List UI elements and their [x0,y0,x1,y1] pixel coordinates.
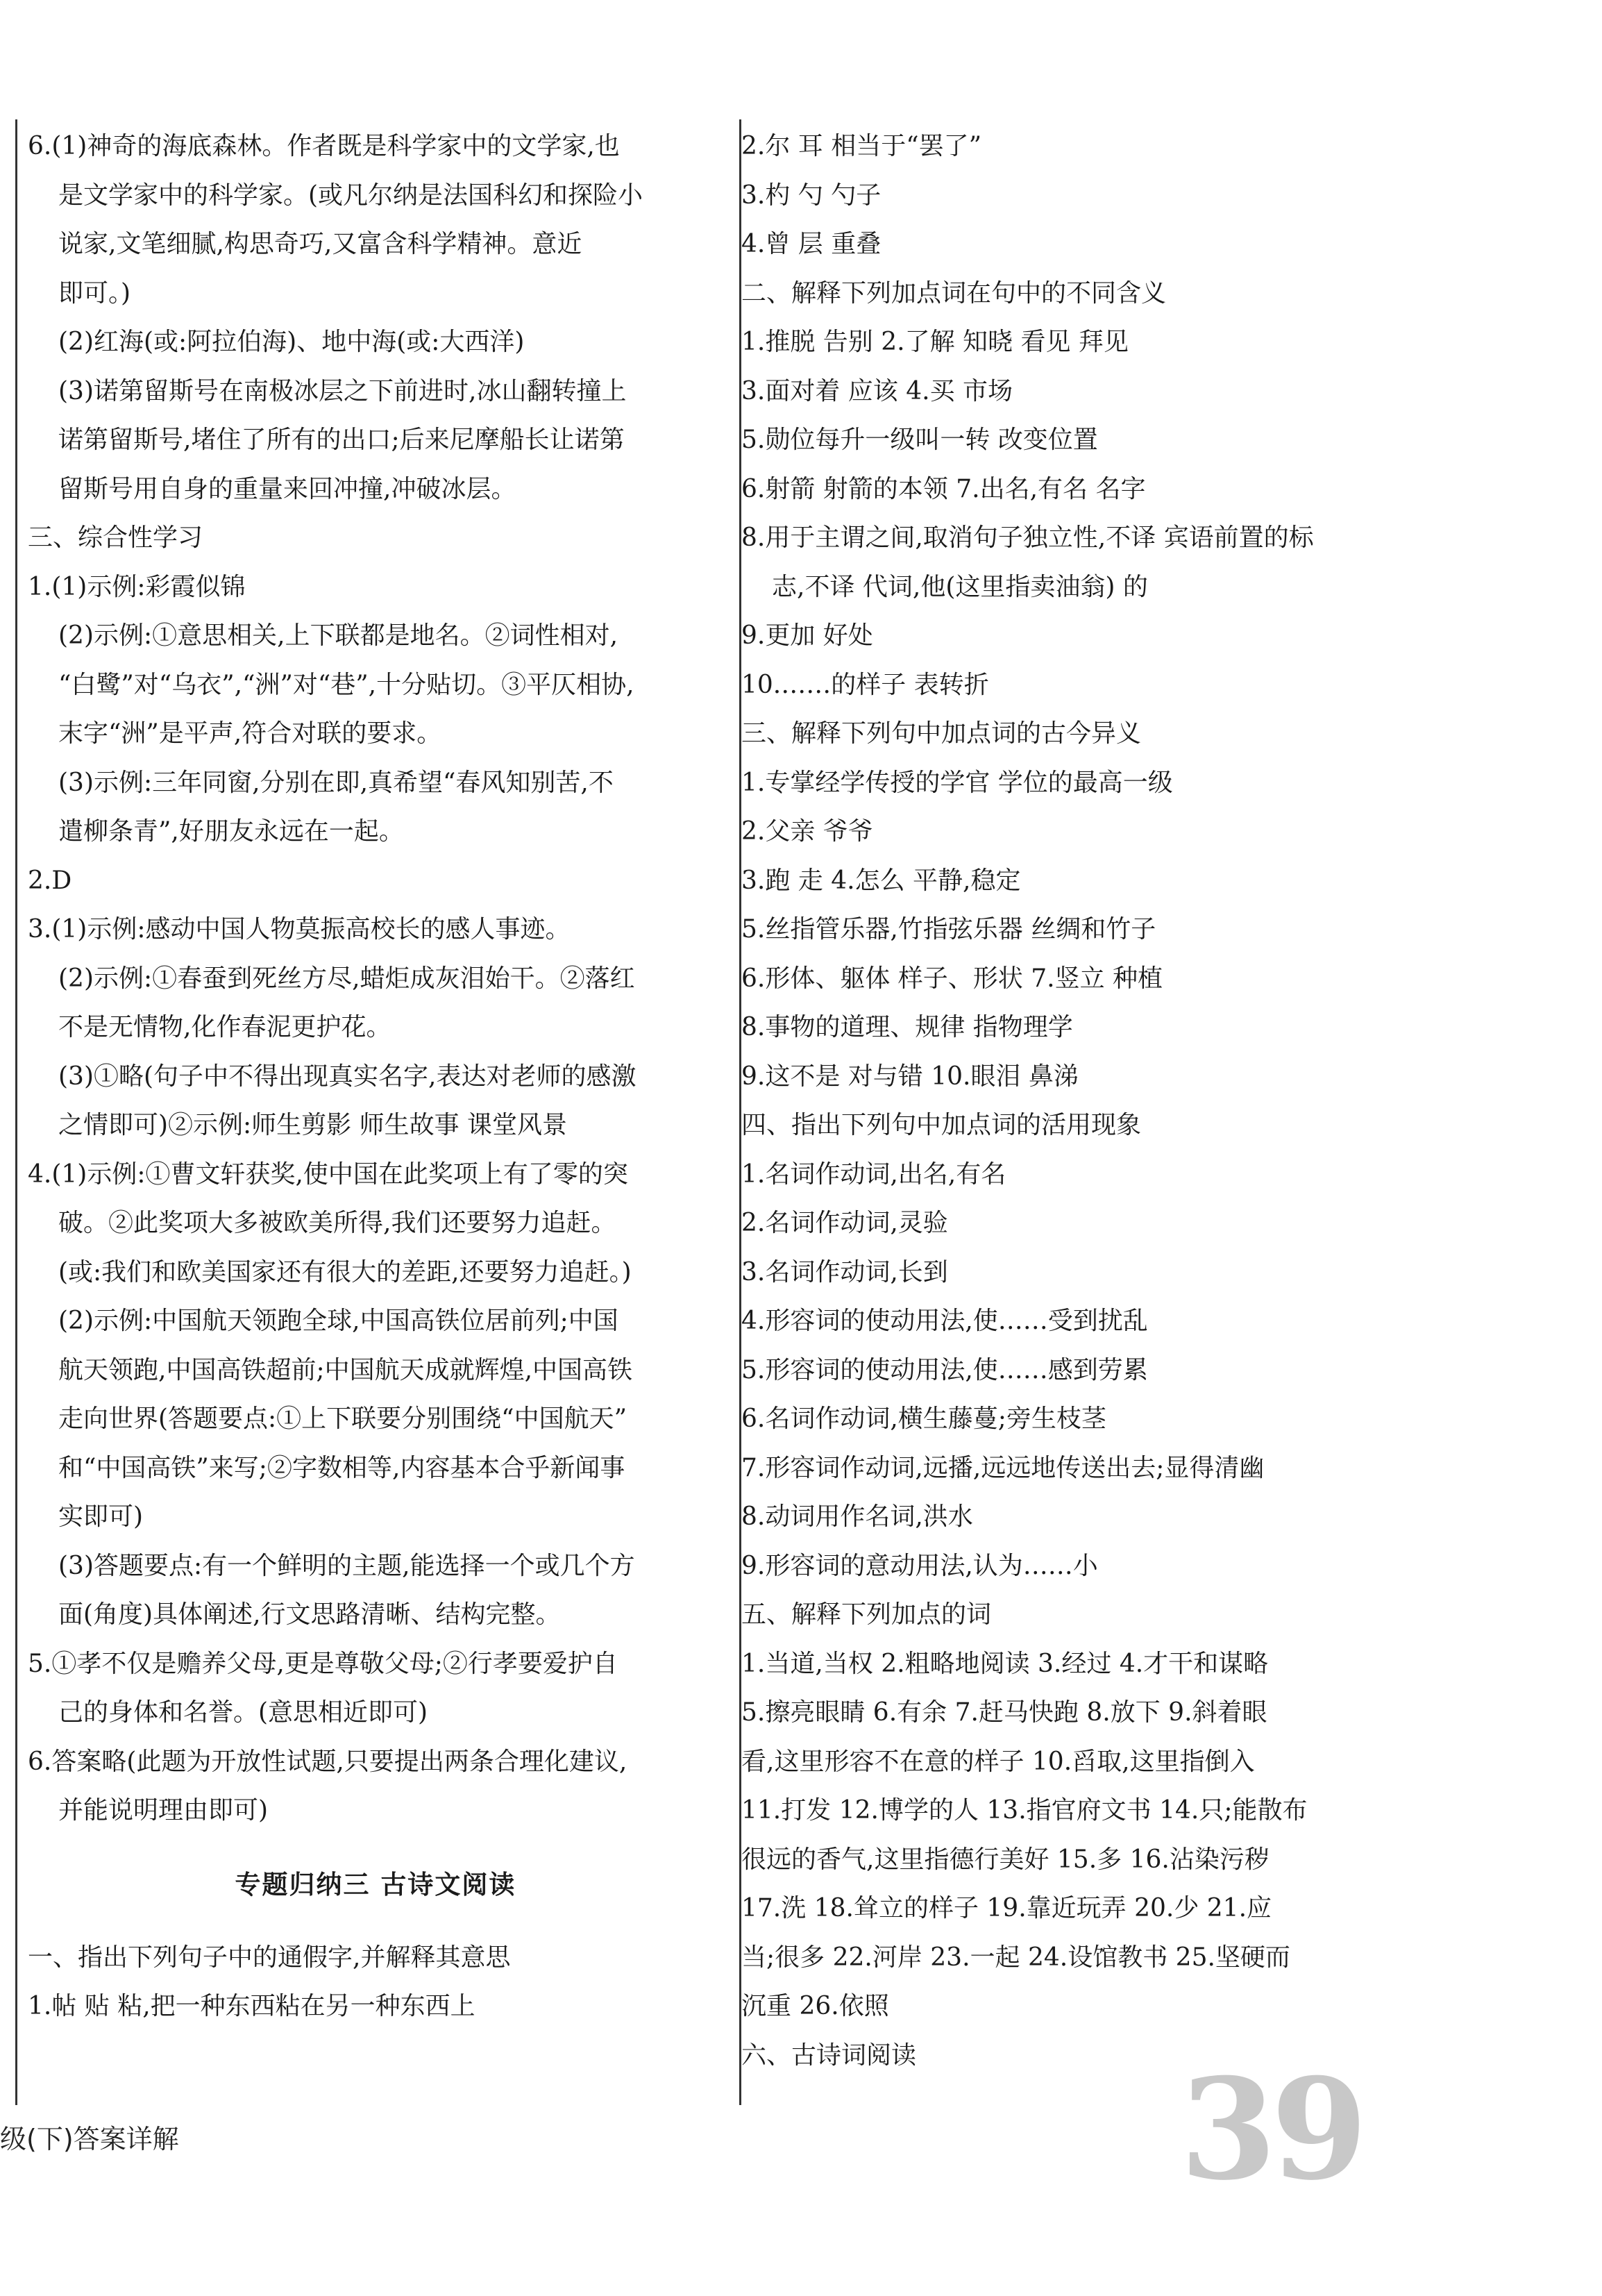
answer-line: 1.推脱 告别 2.了解 知晓 看见 拜见 [741,328,1129,356]
answer-line: 四、指出下列句中加点词的活用现象 [741,1111,1142,1139]
answer-line: 2.名词作动词,灵验 [741,1209,948,1237]
answer-line: 六、古诗词阅读 [741,2041,917,2070]
answer-line: 3.(1)示例:感动中国人物莫振高校长的感人事迹。 [28,915,571,944]
answer-line: 遣柳条青”,好朋友永远在一起。 [58,817,404,846]
answer-line: 五、解释下列加点的词 [741,1600,992,1629]
answer-line: 2.D [28,866,72,895]
answer-line: 6.名词作动词,横生藤蔓;旁生枝茎 [741,1405,1106,1433]
answer-line: 2.尔 耳 相当于“罢了” [741,132,982,160]
answer-line: 是文学家中的科学家。(或凡尔纳是法国科幻和探险小 [58,181,643,210]
answer-line: 面(角度)具体阐述,行文思路清晰、结构完整。 [58,1600,561,1629]
answer-line: 看,这里形容不在意的样子 10.舀取,这里指倒入 [741,1747,1255,1776]
answer-line: 17.洗 18.耸立的样子 19.靠近玩弄 20.少 21.应 [741,1894,1272,1922]
answer-line: 5.①孝不仅是赡养父母,更是尊敬父母;②行孝要爱护自 [28,1649,618,1678]
answer-line: 二、解释下列加点词在句中的不同含义 [741,278,1167,308]
right-answer-lines [741,122,1442,2080]
answer-line: 末字“洲”是平声,符合对联的要求。 [58,719,442,748]
answer-line: 之情即可)②示例:师生剪影 师生故事 课堂风景 [58,1111,568,1139]
answer-line: 3.名词作动词,长到 [741,1257,948,1287]
answer-line: 4.形容词的使动用法,使……受到扰乱 [741,1307,1148,1335]
left-column [28,122,723,2031]
answer-line: 9.更加 好处 [741,621,873,650]
answer-line: 和“中国高铁”来写;②字数相等,内容基本合乎新闻事 [58,1453,625,1482]
answer-line: 5.丝指管乐器,竹指弦乐器 丝绸和竹子 [741,915,1156,944]
answer-line: 即可。) [58,278,131,308]
answer-line: 1.名词作动词,出名,有名 [741,1159,1006,1189]
answer-line: (3)示例:三年同窗,分别在即,真希望“春风知别苦,不 [58,768,614,797]
answer-line: (2)示例:①意思相关,上下联都是地名。②词性相对, [58,621,618,650]
answer-line: 11.打发 12.博学的人 13.指官府文书 14.只;能散布 [741,1796,1308,1825]
answer-line: 1.帖 贴 粘,把一种东西粘在另一种东西上 [28,1992,475,2020]
answer-line: (或:我们和欧美国家还有很大的差距,还要努力追赶。) [58,1257,632,1287]
answer-line: 说家,文笔细腻,构思奇巧,又富含科学精神。意近 [58,230,582,258]
answer-line: 2.父亲 爷爷 [741,817,873,846]
answer-line: 6.(1)神奇的海底森林。作者既是科学家中的文学家,也 [28,132,620,160]
answer-line: 8.事物的道理、规律 指物理学 [741,1013,1073,1041]
answer-line: 己的身体和名誉。(意思相近即可) [58,1698,428,1727]
section-title: 专题归纳三 古诗文阅读 [235,1869,516,1900]
answer-line: 志,不译 代词,他(这里指卖油翁) 的 [772,572,1148,601]
answer-line: “白鹭”对“乌衣”,“洲”对“巷”,十分贴切。③平仄相协, [58,670,634,699]
answer-line: (3)诺第留斯号在南极冰层之下前进时,冰山翻转撞上 [58,376,627,405]
answer-line: 3.面对着 应该 4.买 市场 [741,376,1013,405]
answer-line: 5.勋位每升一级叫一转 改变位置 [741,426,1098,454]
answer-line: 1.当道,当权 2.粗略地阅读 3.经过 4.才干和谋略 [741,1649,1269,1678]
footer-label: 级(下)答案详解 [0,2124,179,2154]
page-number: 39 [1180,2048,1363,2211]
answer-line: 8.动词用作名词,洪水 [741,1502,973,1531]
answer-line: 实即可) [58,1502,144,1531]
answer-line: (2)示例:①春蚕到死丝方尽,蜡炬成灰泪始干。②落红 [58,964,635,993]
answer-line: 一、指出下列句子中的通假字,并解释其意思 [28,1943,511,1972]
answer-line: 诺第留斯号,堵住了所有的出口;后来尼摩船长让诺第 [58,426,625,454]
answer-line: 4.(1)示例:①曹文轩获奖,使中国在此奖项上有了零的突 [28,1159,628,1189]
answer-line: 沉重 26.依照 [741,1992,889,2020]
answer-line: 8.用于主谓之间,取消句子独立性,不译 宾语前置的标 [741,523,1314,552]
answer-line: 5.擦亮眼睛 6.有余 7.赶马快跑 8.放下 9.斜着眼 [741,1698,1267,1727]
answer-line: 6.射箭 射箭的本领 7.出名,有名 名字 [741,474,1146,503]
left-column-rule [15,119,17,2105]
answer-line: 三、解释下列句中加点词的古今异义 [741,719,1142,748]
left-after-title-lines [28,1934,723,2031]
answer-line: 不是无情物,化作春泥更护花。 [58,1013,391,1041]
answer-line: 很远的香气,这里指德行美好 15.多 16.沾染污秽 [741,1845,1270,1874]
answer-line: 3.跑 走 4.怎么 平静,稳定 [741,866,1021,895]
answer-line: 并能说明理由即可) [58,1796,269,1825]
answer-line: 6.形体、躯体 样子、形状 7.竖立 种植 [741,964,1163,993]
left-answer-lines [28,122,723,1836]
answer-line: 6.答案略(此题为开放性试题,只要提出两条合理化建议, [28,1747,627,1776]
answer-line: 破。②此奖项大多被欧美所得,我们还要努力追赶。 [58,1209,616,1237]
answer-line: 4.曾 层 重叠 [741,230,882,258]
answer-line: 3.杓 勺 勺子 [741,181,882,210]
answer-line: (3)答题要点:有一个鲜明的主题,能选择一个或几个方 [58,1551,635,1580]
answer-line: 9.形容词的意动用法,认为……小 [741,1551,1098,1580]
answer-line: (2)红海(或:阿拉伯海)、地中海(或:大西洋) [58,328,525,356]
answer-line: (3)①略(句子中不得出现真实名字,表达对老师的感激 [58,1062,636,1091]
answer-line: 航天领跑,中国高铁超前;中国航天成就辉煌,中国高铁 [58,1355,633,1384]
answer-line: 7.形容词作动词,远播,远远地传送出去;显得清幽 [741,1453,1265,1482]
answer-line: 9.这不是 对与错 10.眼泪 鼻涕 [741,1062,1079,1091]
answer-line: 5.形容词的使动用法,使……感到劳累 [741,1355,1148,1384]
answer-line: 10.……的样子 表转折 [741,670,989,699]
right-column [741,122,1442,2080]
answer-line: 三、综合性学习 [28,523,203,552]
answer-line: 1.专掌经学传授的学官 学位的最高一级 [741,768,1173,797]
answer-line: (2)示例:中国航天领跑全球,中国高铁位居前列;中国 [58,1307,618,1335]
answer-line: 当;很多 22.河岸 23.一起 24.设馆教书 25.坚硬而 [741,1943,1290,1972]
answer-line: 走向世界(答题要点:①上下联要分别围绕“中国航天” [58,1405,627,1433]
answer-line: 1.(1)示例:彩霞似锦 [28,572,246,601]
answer-line: 留斯号用自身的重量来回冲撞,冲破冰层。 [58,474,516,503]
